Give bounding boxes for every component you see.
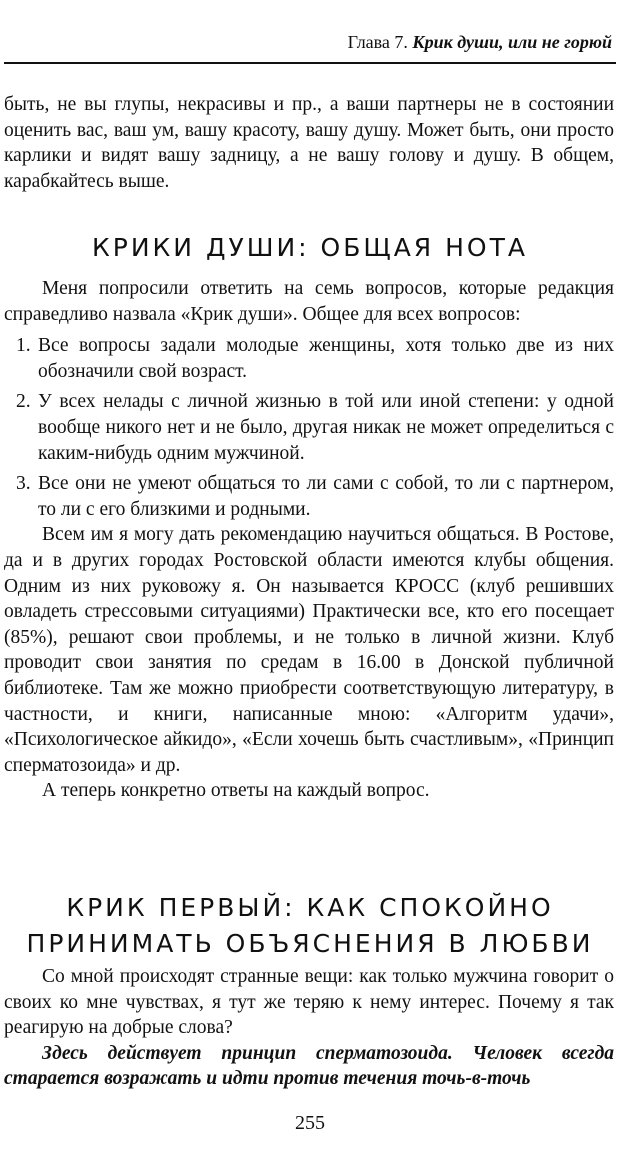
section-heading-2-line1: КРИК ПЕРВЫЙ: КАК СПОКОЙНО — [66, 893, 554, 922]
section-heading-2 — [0, 890, 620, 962]
questions-summary-list — [4, 333, 614, 522]
section-heading-2-line2: ПРИНИМАТЬ ОБЪЯСНЕНИЯ В ЛЮБВИ — [26, 929, 594, 958]
list-item-number: 1. — [16, 335, 31, 357]
section1-body — [4, 276, 614, 804]
list-item-number: 2. — [16, 391, 31, 413]
list-item — [4, 333, 614, 384]
list-item — [4, 471, 614, 522]
chapter-title: Крик души, или не горюй — [412, 32, 612, 52]
list-item-text: Все они не умеют общаться то ли сами с собой, то ли с партнером, то ли с его близкими и родными. — [38, 473, 614, 520]
header-rule — [4, 62, 616, 64]
opening-paragraph: быть, не вы глупы, некрасивы и пр., а ваши партнеры не в состоянии оценить вас, ваш ум, вашу красоту, вашу душу. Может быть, они просто карлики и видят вашу задницу, а не вашу голову и душу. В общем, карабкайтесь выше. — [4, 94, 614, 192]
page-number: 255 — [295, 1112, 325, 1134]
opening-paragraph-block — [4, 92, 614, 194]
question-text: Со мной происходят странные вещи: как только мужчина говорит о своих ко мне чувствах, я тут же теряю к нему интерес. Почему я так реагирую на добрые слова? — [4, 966, 614, 1039]
list-item-number: 3. — [16, 473, 31, 495]
list-item-text: Все вопросы задали молодые женщины, хотя только две из них обозначили свой возраст. — [38, 335, 614, 382]
chapter-number: Глава 7. — [347, 32, 408, 52]
list-item — [4, 389, 614, 466]
section1-paragraph: Всем им я могу дать рекомендацию научиться общаться. В Ростове, да и в других городах Ростовской области имеются клубы общения. Одним из них руковожу я. Он называется КРОСС (клуб решивших овладеть стрессовыми ситуациями) Практически все, кто его посещает (85%), решают свои проблемы, и не только в личной жизни. Клуб проводит свои занятия по средам в 16.00 в Донской публичной библиотеке. Там же можно приобрести соответствующую литературу, в частности, и книги, написанные мною: «Алгоритм удачи», «Психологическое айкидо», «Если хочешь быть счастливым», «Принцип сперматозоида» и др. — [4, 524, 614, 776]
list-item-text: У всех нелады с личной жизнью в той или иной степени: у одной вообще никого нет и не было, другая никак не может определиться с каким-нибудь одним мужчиной. — [38, 391, 614, 464]
section2-body — [4, 964, 614, 1092]
running-head — [348, 30, 612, 54]
section-heading-1: КРИКИ ДУШИ: ОБЩАЯ НОТА — [92, 233, 528, 262]
answer-text: Здесь действует принцип сперматозоида. Человек всегда старается возражать и идти против течения точь-в-точь — [4, 1042, 614, 1090]
section1-closing: А теперь конкретно ответы на каждый вопрос. — [42, 780, 430, 802]
section1-intro: Меня попросили ответить на семь вопросов, которые редакция справедливо назвала «Крик души». Общее для всех вопросов: — [4, 278, 614, 325]
